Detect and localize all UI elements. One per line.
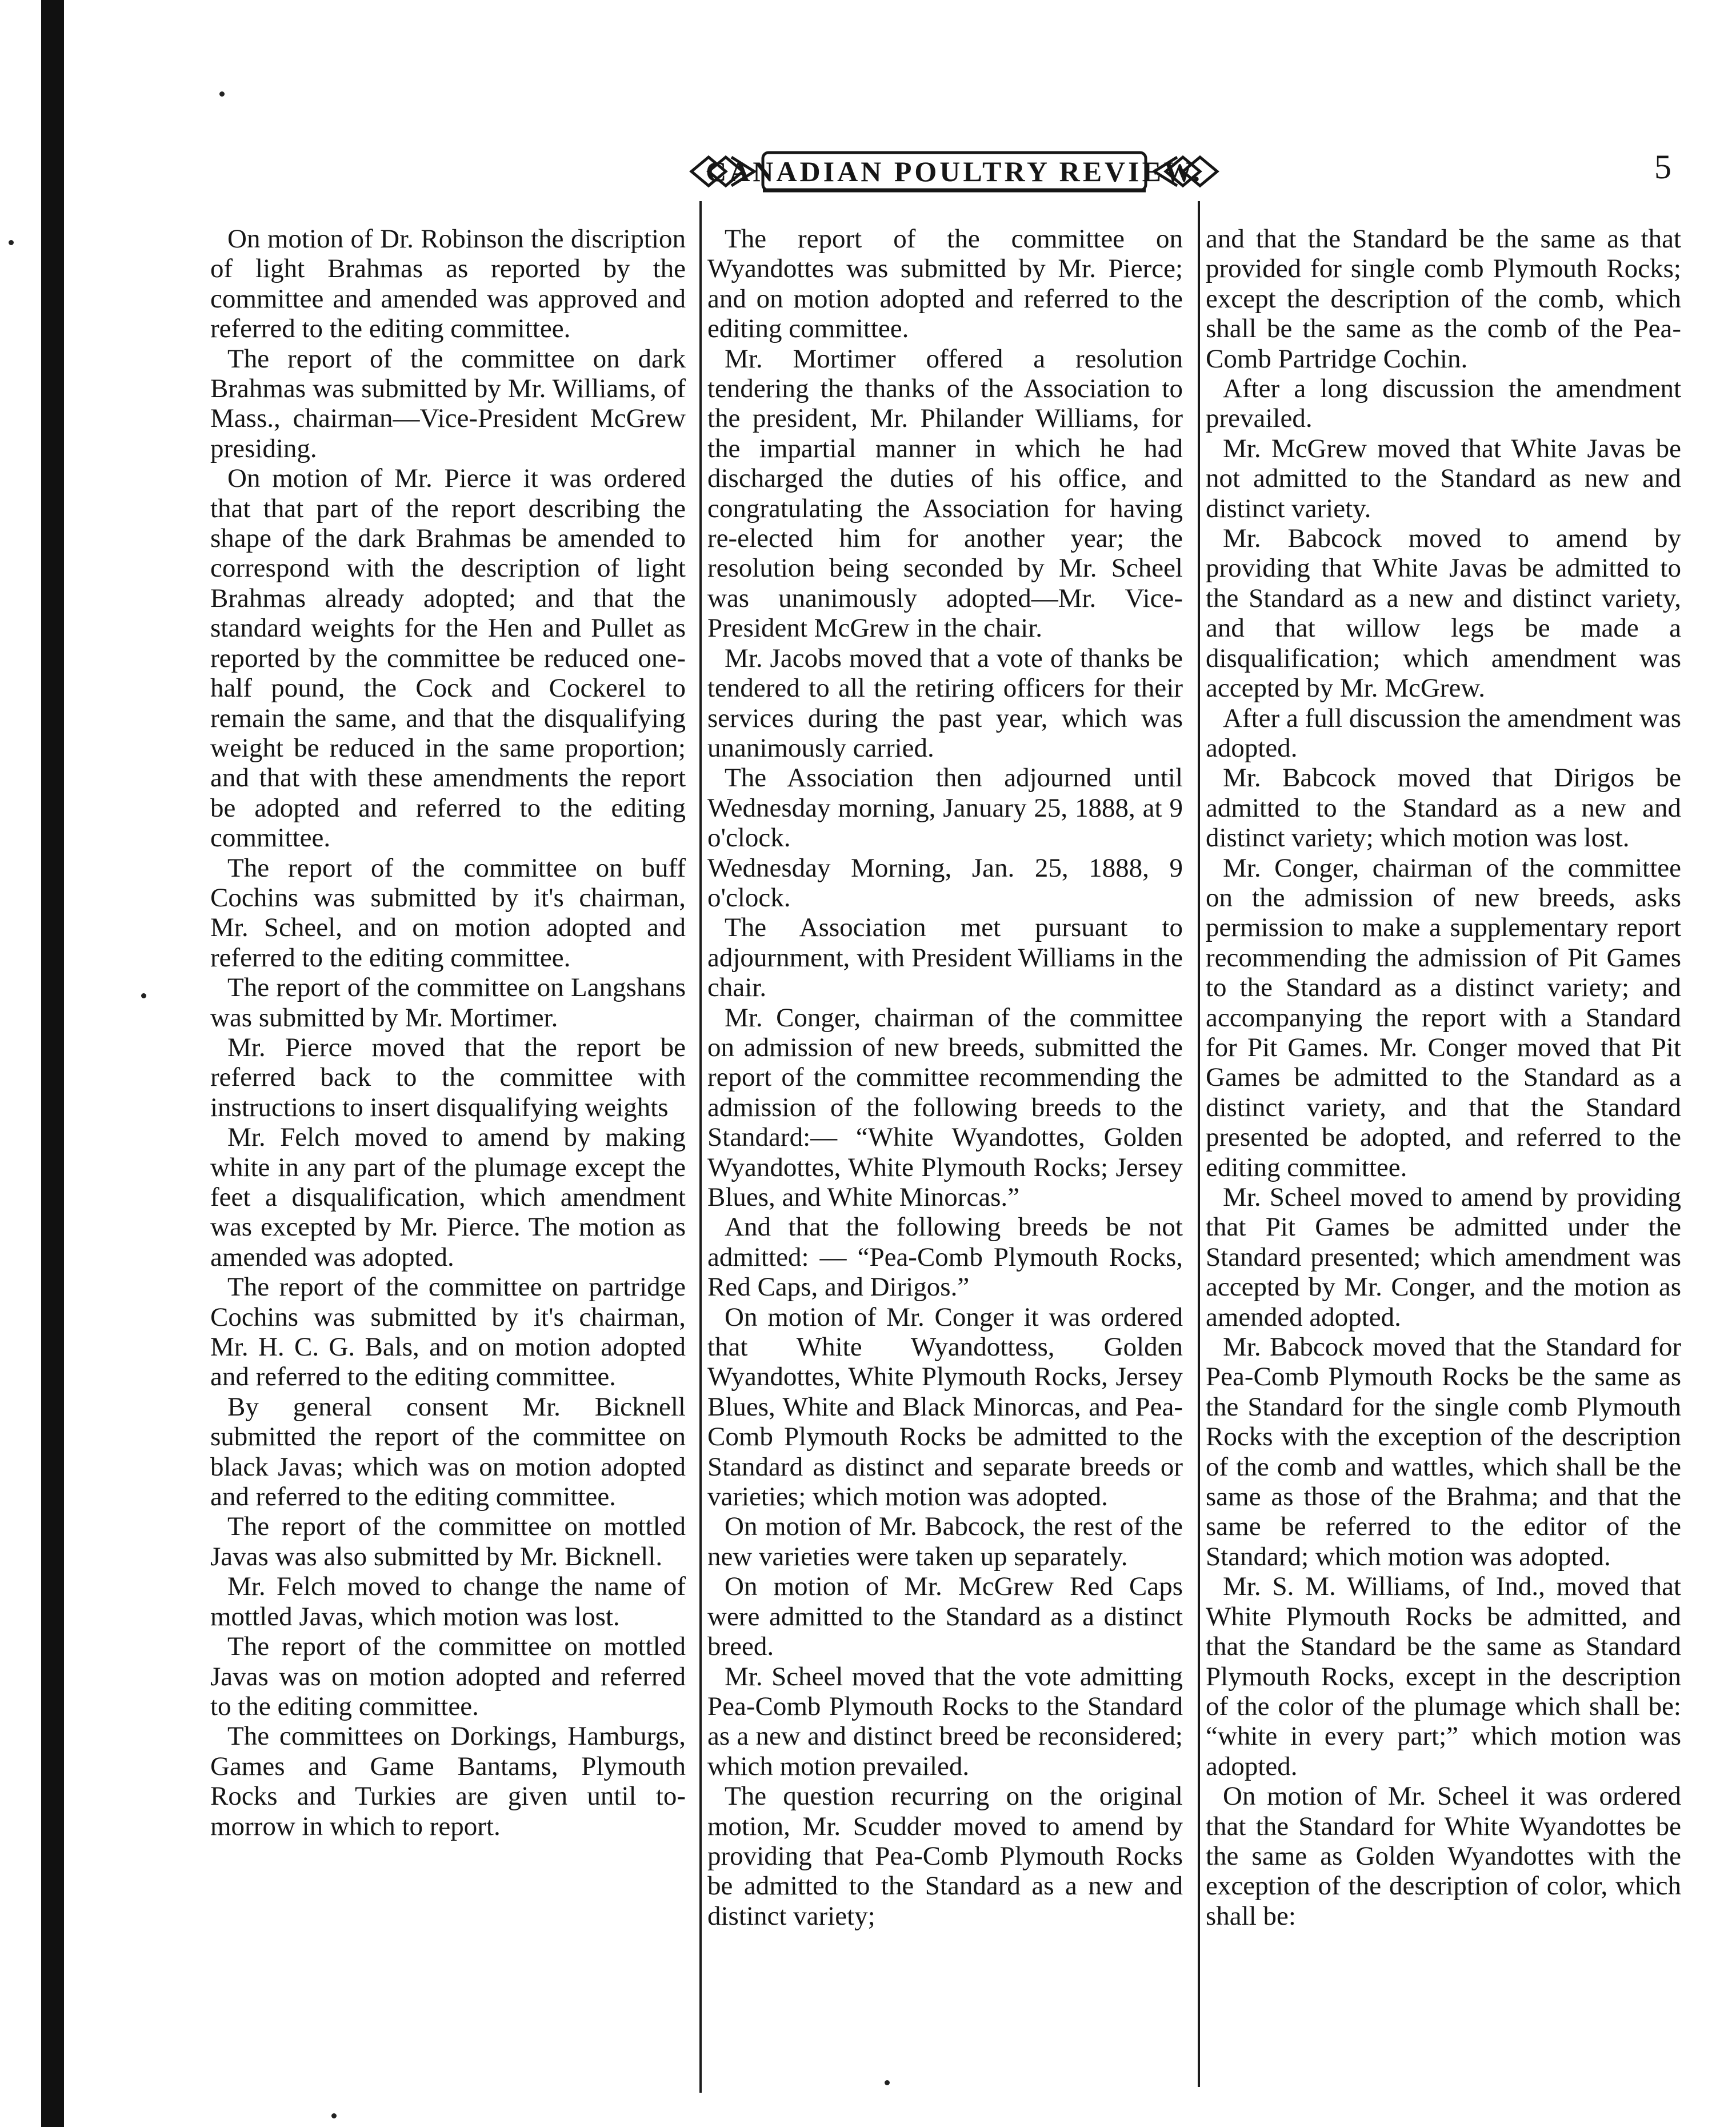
paragraph: Mr. Babcock moved to amend by providing that White Javas be admitted to the Standard as a new and distinct variety, and that willow legs be made a disqualification; which amendment was accepted by Mr. McGrew. [1206, 523, 1681, 703]
text-column-2 [707, 224, 1183, 1931]
scan-edge-strip [41, 0, 64, 2127]
paragraph: The report of the committee on dark Brahmas was submitted by Mr. Williams, of Mass., chairman—Vice-President McGrew presiding. [210, 343, 686, 463]
scan-speck [141, 993, 146, 998]
paragraph: The question recurring on the original motion, Mr. Scudder moved to amend by providing that Pea-Comb Plymouth Rocks be admitted to the Standard as a new and distinct variety; [707, 1781, 1183, 1931]
paragraph: Mr. Conger, chairman of the committee on admission of new breeds, submitted the report of the committee recommending the admission of the following breeds to the Standard:— “White Wyandottes, Golden Wyandottes, White Plymouth Rocks; Jersey Blues, and White Minorcas.” [707, 1002, 1183, 1212]
paragraph: Mr. Scheel moved that the vote admitting Pea-Comb Plymouth Rocks to the Standard as a new and distinct breed be reconsidered; which motion prevailed. [707, 1661, 1183, 1781]
scan-speck [219, 91, 225, 97]
scan-speck [9, 240, 14, 245]
paragraph: The report of the committee on mottled Javas was on motion adopted and referred to the editing committee. [210, 1632, 686, 1721]
text-column-1 [210, 224, 686, 1841]
column-divider [1198, 201, 1200, 2087]
paragraph: Mr. McGrew moved that White Javas be not admitted to the Standard as new and distinct variety. [1206, 433, 1681, 523]
text-column-3 [1206, 224, 1681, 1931]
paragraph: After a long discussion the amendment prevailed. [1206, 374, 1681, 434]
paragraph: The report of the committee on partridge Cochins was submitted by it's chairman, Mr. H. C. G. Bals, and on motion adopted and referred to the editing committee. [210, 1272, 686, 1392]
paragraph: On motion of Mr. Pierce it was ordered that that part of the report describing the shape of the dark Brahmas be amended to correspond with the description of light Brahmas already adopted; and that the standard weights for the Hen and Pullet as reported by the committee be reduced one-half pound, the Cock and Cockerel to remain the same, and that the disqualifying weight be reduced in the same proportion; and that with these amendments the report be adopted and referred to the editing committee. [210, 463, 686, 853]
masthead-title: CANADIAN POULTRY REVIEW. [706, 155, 1203, 187]
paragraph: And that the following breeds be not admitted: — “Pea-Comb Plymouth Rocks, Red Caps, and Dirigos.” [707, 1212, 1183, 1302]
paragraph: The Association met pursuant to adjournment, with President Williams in the chair. [707, 913, 1183, 1003]
paragraph: The report of the committee on Wyandottes was submitted by Mr. Pierce; and on motion adopted and referred to the editing committee. [707, 224, 1183, 344]
column-divider [699, 201, 702, 2093]
paragraph: On motion of Mr. McGrew Red Caps were admitted to the Standard as a distinct breed. [707, 1572, 1183, 1662]
paragraph: The Association then adjourned until Wednesday morning, January 25, 1888, at 9 o'clock. [707, 763, 1183, 853]
paragraph: Mr. Scheel moved to amend by providing that Pit Games be admitted under the Standard presented; which amendment was accepted by Mr. Conger, and the motion as amended adopted. [1206, 1182, 1681, 1332]
paragraph: Mr. Jacobs moved that a vote of thanks be tendered to all the retiring officers for their services during the past year, which was unanimously carried. [707, 643, 1183, 763]
paragraph: Mr. Conger, chairman of the committee on the admission of new breeds, asks permission to make a supplementary report recommending the admission of Pit Games to the Standard as a distinct variety; and accompanying the report with a Standard for Pit Games. Mr. Conger moved that Pit Games be admitted to the Standard as a distinct variety, and that the Standard presented be adopted, and referred to the editing committee. [1206, 853, 1681, 1182]
paragraph: On motion of Mr. Babcock, the rest of the new varieties were taken up separately. [707, 1512, 1183, 1572]
masthead [686, 140, 1223, 203]
paragraph: Mr. Babcock moved that Dirigos be admitted to the Standard as a new and distinct variety; which motion was lost. [1206, 763, 1681, 853]
paragraph: By general consent Mr. Bicknell submitted the report of the committee on black Javas; which was on motion adopted and referred to the editing committee. [210, 1392, 686, 1512]
paragraph: Mr. Babcock moved that the Standard for Pea-Comb Plymouth Rocks be the same as the Standard for the single comb Plymouth Rocks with the exception of the description of the comb and wattles, which shall be the same as those of the Brahma; and that the same be referred to the editor of the Standard; which motion was adopted. [1206, 1332, 1681, 1572]
page-number: 5 [1654, 148, 1671, 186]
paragraph: Mr. Felch moved to amend by making white in any part of the plumage except the feet a disqualification, which amendment was excepted by Mr. Pierce. The motion as amended was adopted. [210, 1122, 686, 1272]
paragraph: The report of the committee on mottled Javas was also submitted by Mr. Bicknell. [210, 1512, 686, 1572]
paragraph: After a full discussion the amendment was adopted. [1206, 703, 1681, 763]
masthead-banner [686, 140, 1223, 203]
paragraph: On motion of Mr. Conger it was ordered that White Wyandottess, Golden Wyandottes, White Plymouth Rocks, Jersey Blues, White and Black Minorcas, and Pea-Comb Plymouth Rocks be admitted to the Standard as distinct and separate breeds or varieties; which motion was adopted. [707, 1302, 1183, 1512]
paragraph: Mr. S. M. Williams, of Ind., moved that White Plymouth Rocks be admitted, and that the Standard be the same as Standard Plymouth Rocks, except in the description of the color of the plumage which shall be: “white in every part;” which motion was adopted. [1206, 1572, 1681, 1781]
paragraph: The report of the committee on Langshans was submitted by Mr. Mortimer. [210, 973, 686, 1033]
paragraph: The report of the committee on buff Cochins was submitted by it's chairman, Mr. Scheel, and on motion adopted and referred to the editing committee. [210, 853, 686, 973]
session-dateline: Wednesday Morning, Jan. 25, 1888, 9 o'clock. [707, 853, 1183, 913]
scan-speck [885, 2080, 890, 2085]
paragraph: The committees on Dorkings, Hamburgs, Games and Game Bantams, Plymouth Rocks and Turkies are given until to-morrow in which to report. [210, 1721, 686, 1841]
paragraph: Mr. Felch moved to change the name of mottled Javas, which motion was lost. [210, 1572, 686, 1632]
scan-speck [331, 2113, 337, 2118]
paragraph: On motion of Dr. Robinson the discription of light Brahmas as reported by the committee and amended was approved and referred to the editing committee. [210, 224, 686, 344]
paragraph: Mr. Mortimer offered a resolution tendering the thanks of the Association to the president, Mr. Philander Williams, for the impartial manner in which he had discharged the duties of his office, and congratulating the Association for having re-elected him for another year; the resolution being seconded by Mr. Scheel was unanimously adopted—Mr. Vice-President McGrew in the chair. [707, 343, 1183, 643]
paragraph: Mr. Pierce moved that the report be referred back to the committee with instructions to insert disqualifying weights [210, 1032, 686, 1122]
continued-paragraph: and that the Standard be the same as that provided for single comb Plymouth Rocks; except the description of the comb, which shall be the same as the comb of the Pea-Comb Partridge Cochin. [1206, 224, 1681, 374]
paragraph: On motion of Mr. Scheel it was ordered that the Standard for White Wyandottes be the same as Golden Wyandottes with the exception of the description of color, which shall be: [1206, 1781, 1681, 1931]
